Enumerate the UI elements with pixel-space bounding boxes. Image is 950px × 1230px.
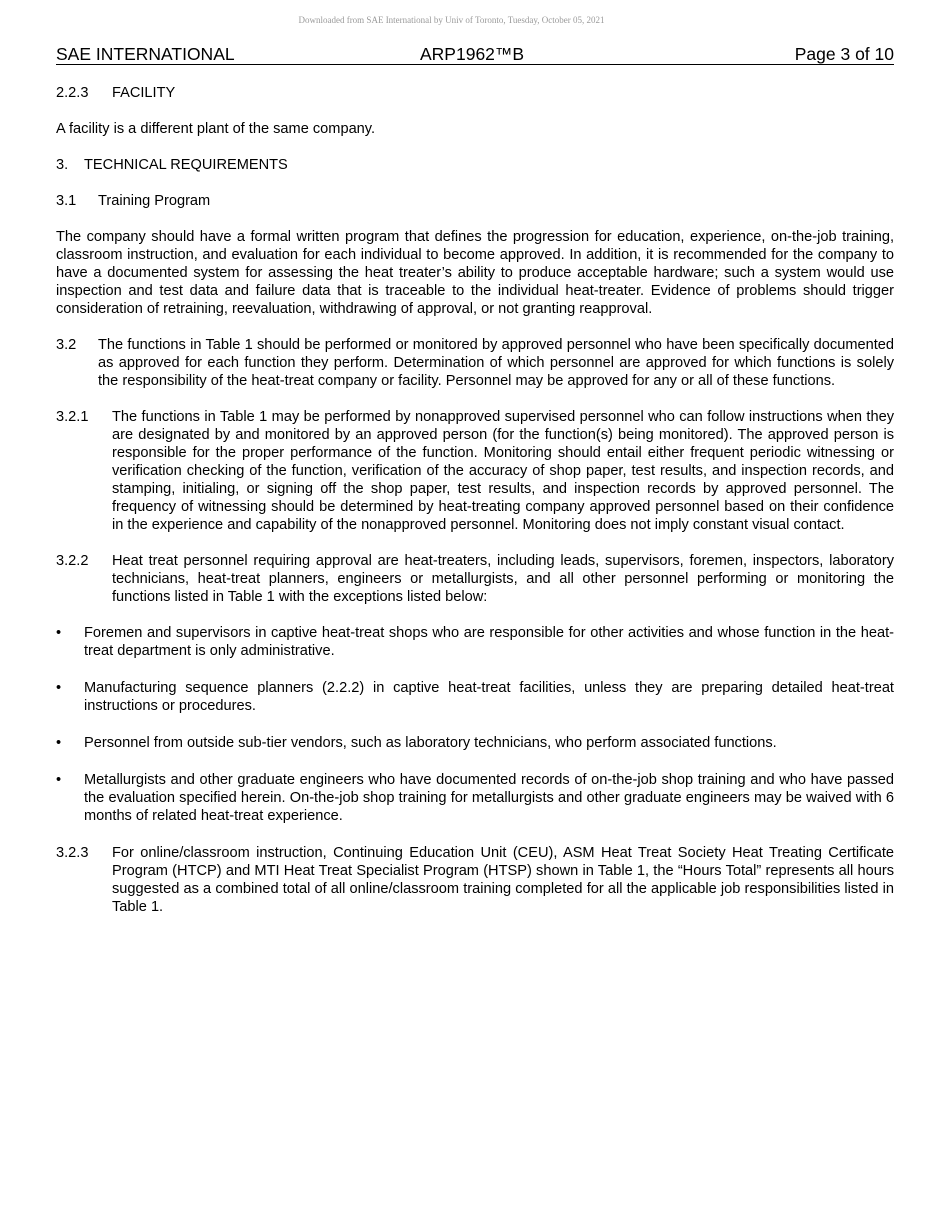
section-number: 3.1 — [56, 193, 77, 209]
bullet-text: Metallurgists and other graduate engineers who have documented records of on-the-job shop training and who have passed the evaluation specified herein. On-the-job shop training for metallurgists and other graduate engineers may be waived with 6 months of related heat-treat experience. — [84, 772, 894, 824]
section-title: TECHNICAL REQUIREMENTS — [84, 157, 288, 173]
section-text: For online/classroom instruction, Continuing Education Unit (CEU), ASM Heat Treat Society Heat Treating Certificate Program (HTCP) and MTI Heat Treat Specialist Program (HTSP) shown in Table 1, the “Hours Total” represents all hours suggested as a combined total of all online/classroom training completed for all the applicable job responsibilities listed in Table 1. — [112, 845, 894, 915]
section-title: FACILITY — [112, 85, 176, 101]
section-title: Training Program — [98, 193, 211, 209]
section-text: The functions in Table 1 should be performed or monitored by approved personnel who have been specifically documented as approved for each function they perform. Determination of which personnel are approved for which functions is solely the responsibility of the heat-treat company or facility. Personnel may be approved for any or all of these functions. — [98, 337, 894, 389]
section-number: 3. — [56, 157, 69, 173]
section-text: Heat treat personnel requiring approval are heat-treaters, including leads, supervisors, foremen, inspectors, laboratory technicians, heat-treat planners, engineers or metallurgists, and all other personnel performing or monitoring the functions listed in Table 1 with the exceptions listed below: — [112, 553, 894, 605]
document-body — [56, 84, 894, 934]
bullet-icon: • — [56, 680, 62, 696]
section-3-heading — [56, 156, 894, 174]
bullet-icon: • — [56, 625, 62, 641]
bullet-text: Personnel from outside sub-tier vendors, such as laboratory technicians, who perform associated functions. — [84, 735, 777, 751]
section-3-2-3 — [56, 844, 894, 916]
section-3-2-2 — [56, 552, 894, 606]
page-header — [56, 44, 894, 65]
section-text: The functions in Table 1 may be performed by nonapproved supervised personnel who can follow instructions when they are designated by and monitored by an approved person (for the function(s) being monitored). The approved person is responsible for the proper performance of the function. Monitoring should entail either frequent periodic witnessing or verification checking of the function, verification of the accuracy of shop paper, test results, and inspection records, and stamping, initialing, or signing off the shop paper, test results, and inspection records by approved personnel. The frequency of witnessing should be determined by heat-treating company approved personnel based on their confidence in the experience and capability of the nonapproved personnel. Monitoring does not imply constant visual contact. — [112, 409, 894, 533]
bullet-icon: • — [56, 772, 62, 788]
section-2-2-3-text: A facility is a different plant of the same company. — [56, 121, 376, 137]
exception-bullet-item — [56, 679, 894, 715]
header-page-number: Page 3 of 10 — [794, 44, 894, 64]
section-number: 3.2.1 — [56, 409, 89, 425]
section-number: 2.2.3 — [56, 85, 89, 101]
section-3-2-1 — [56, 408, 894, 534]
header-org: SAE INTERNATIONAL — [56, 44, 235, 64]
download-watermark: Downloaded from SAE International by Univ of Toronto, Tuesday, October 05, 2021 — [298, 15, 605, 25]
section-number: 3.2.2 — [56, 553, 89, 569]
bullet-icon: • — [56, 735, 62, 751]
section-number: 3.2.3 — [56, 845, 89, 861]
exception-bullet-item — [56, 624, 894, 660]
section-2-2-3-heading — [56, 84, 894, 102]
header-doc-id: ARP1962™B — [420, 44, 525, 64]
exception-bullet-item — [56, 771, 894, 825]
section-number: 3.2 — [56, 337, 77, 353]
section-3-1-text: The company should have a formal written program that defines the progression for education, experience, on-the-job training, classroom instruction, and evaluation for each individual to become approved. In addition, it is recommended for the company to have a documented system for assessing the heat treater’s ability to produce acceptable hardware; such a system would use inspection and test data and failure data that is traceable to the individual heat-treater. Evidence of problems should trigger consideration of retraining, reevaluation, withdrawing of approval, or not granting reapproval. — [56, 229, 894, 317]
bullet-text: Manufacturing sequence planners (2.2.2) in captive heat-treat facilities, unless they are preparing detailed heat-treat instructions or procedures. — [84, 680, 894, 714]
bullet-text: Foremen and supervisors in captive heat-treat shops who are responsible for other activities and whose function in the heat-treat department is only administrative. — [84, 625, 894, 659]
exception-bullet-item — [56, 734, 894, 752]
section-3-1-heading — [56, 192, 894, 210]
section-3-2 — [56, 336, 894, 390]
